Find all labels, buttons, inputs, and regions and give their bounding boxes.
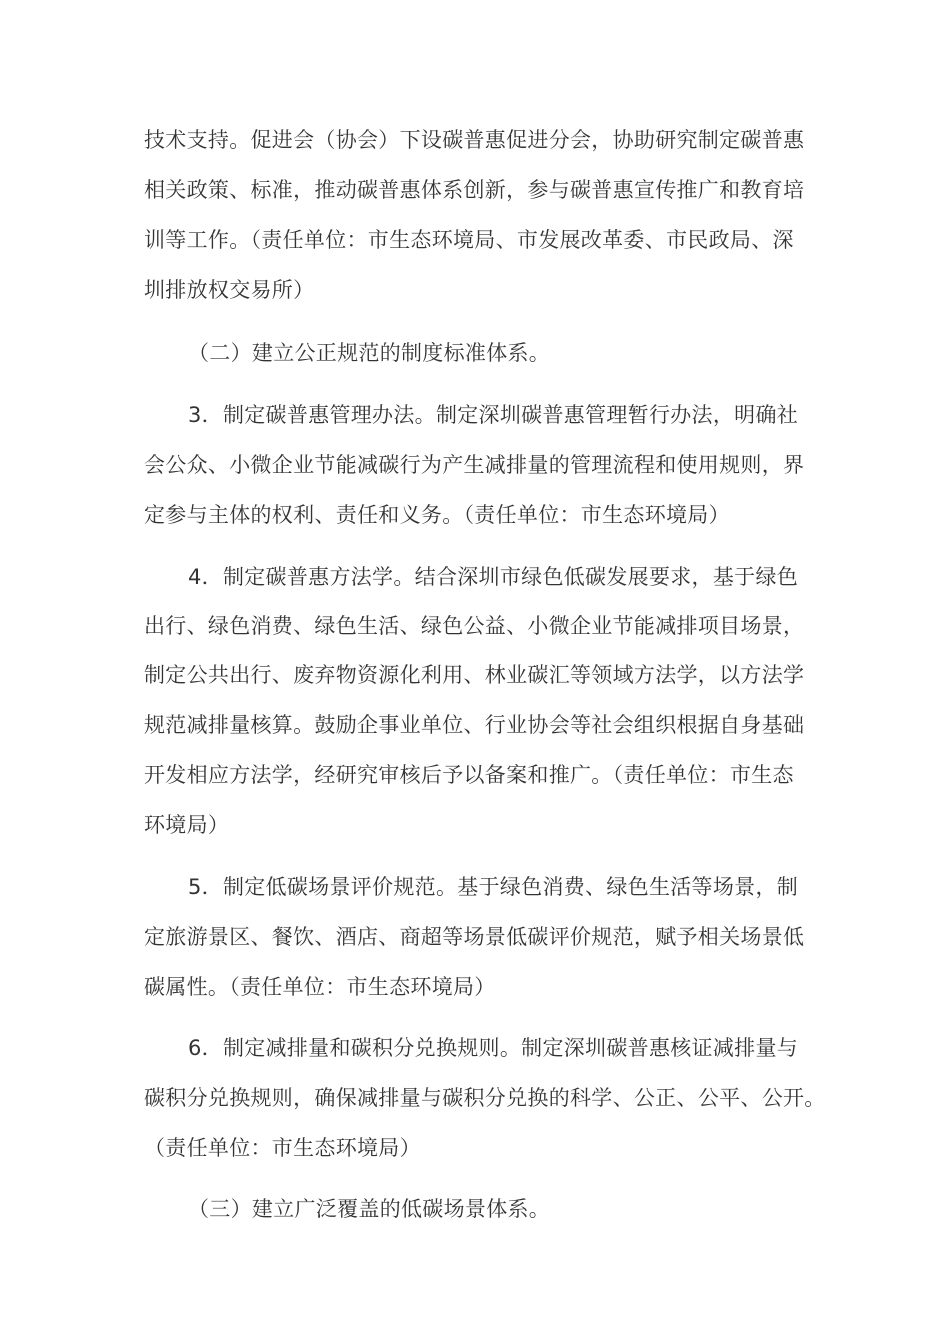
section-heading: （三）建立广泛覆盖的低碳场景体系。 [188,1197,551,1221]
paragraph-line: 碳积分兑换规则，确保减排量与碳积分兑换的科学、公正、公平、公开。 [144,1086,826,1110]
paragraph-line: 相关政策、标准，推动碳普惠体系创新，参与碳普惠宣传推广和教育培 [144,178,805,202]
paragraph-line: 训等工作。（责任单位：市生态环境局、市发展改革委、市民政局、深 [144,228,794,252]
paragraph-line: 技术支持。促进会（协会）下设碳普惠促进分会，协助研究制定碳普惠 [144,128,805,152]
paragraph-line: 4．制定碳普惠方法学。结合深圳市绿色低碳发展要求，基于绿色 [188,565,799,589]
paragraph-line: 定参与主体的权利、责任和义务。（责任单位：市生态环境局） [144,503,730,527]
paragraph-line: 5．制定低碳场景评价规范。基于绿色消费、绿色生活等场景，制 [188,875,799,899]
section-heading: （二）建立公正规范的制度标准体系。 [188,341,551,365]
paragraph-line: 6．制定减排量和碳积分兑换规则。制定深圳碳普惠核证减排量与 [188,1036,799,1060]
paragraph-line: 开发相应方法学，经研究审核后予以备案和推广。（责任单位：市生态 [144,763,794,787]
paragraph-line: 环境局） [144,813,230,837]
paragraph-line: 制定公共出行、废弃物资源化利用、林业碳汇等领域方法学，以方法学 [144,663,805,687]
paragraph-line: （责任单位：市生态环境局） [144,1136,421,1160]
paragraph-line: 3．制定碳普惠管理办法。制定深圳碳普惠管理暂行办法，明确社 [188,403,799,427]
paragraph-line: 规范减排量核算。鼓励企事业单位、行业协会等社会组织根据自身基础 [144,713,805,737]
paragraph-line: 会公众、小微企业节能减碳行为产生减排量的管理流程和使用规则，界 [144,453,805,477]
paragraph-line: 圳排放权交易所） [144,278,315,302]
paragraph-line: 出行、绿色消费、绿色生活、绿色公益、小微企业节能减排项目场景， [144,614,805,638]
paragraph-line: 碳属性。（责任单位：市生态环境局） [144,975,496,999]
paragraph-line: 定旅游景区、餐饮、酒店、商超等场景低碳评价规范，赋予相关场景低 [144,925,805,949]
